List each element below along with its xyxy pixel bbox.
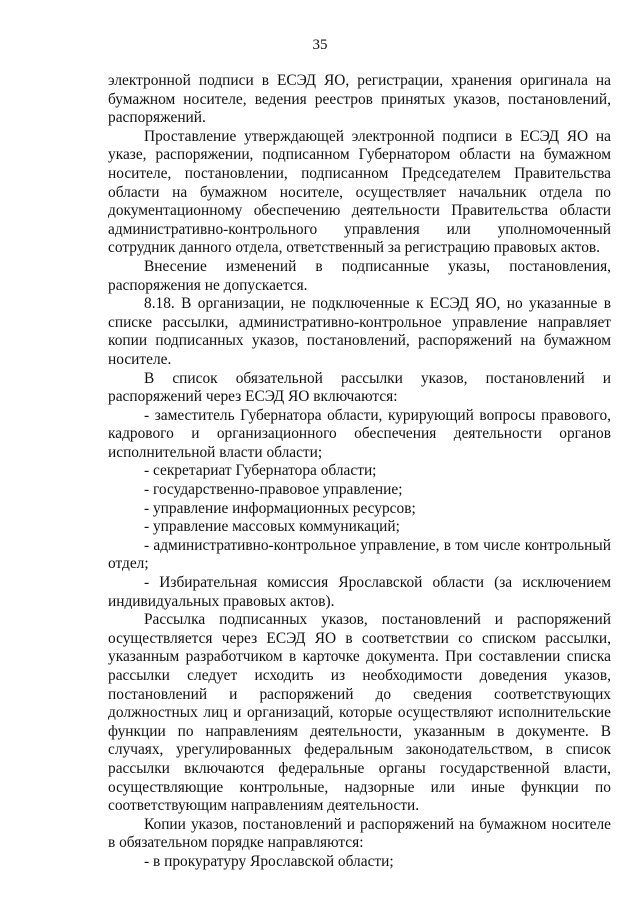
document-body: [108, 72, 611, 872]
paragraph-continuation: электронной подписи в ЕСЭД ЯО, регистрации, хранения оригинала на бумажном носителе, ведения реестров принятых указов, постановлений, распоряжений.: [108, 72, 611, 127]
paragraph-distribution: Рассылка подписанных указов, постановлений и распоряжений осуществляется через ЕСЭД ЯО в соответствии со списком рассылки, указанным разработчиком в карточке документа. При составлении списка рассылки следует исходить из необходимости доведения указов, постановлений и распоряжений до сведения соответствующих должностных лиц и организаций, которые осуществляют исполнительские функции по направлениям деятельности, указанным в документе. В случаях, урегулированных федеральным законодательством, в список рассылки включаются федеральные органы государственной власти, осуществляющие контрольные, надзорные или иные функции по соответствующим направлениям деятельности.: [108, 611, 611, 815]
paragraph-8-18: 8.18. В организации, не подключенные к ЕСЭД ЯО, но указанные в списке рассылки, административно-контрольное управление направляет копии подписанных указов, постановлений, распоряжений на бумажном носителе.: [108, 295, 611, 368]
list-item: - управление информационных ресурсов;: [144, 499, 416, 517]
list-item: - заместитель Губернатора области, курирующий вопросы правового, кадрового и организационного обеспечения деятельности органов исполнительной власти области;: [108, 406, 611, 461]
paragraph-mandatory-list-intro: В список обязательной рассылки указов, постановлений и распоряжений через ЕСЭД ЯО включаются:: [108, 369, 611, 406]
list-item: - управление массовых коммуникаций;: [144, 518, 400, 536]
paragraph-no-changes: Внесение изменений в подписанные указы, постановления, распоряжения не допускается.: [108, 257, 611, 294]
paragraph-paper-copies-intro: Копии указов, постановлений и распоряжений на бумажном носителе в обязательном порядке направляются:: [108, 815, 611, 852]
list-item: - государственно-правовое управление;: [144, 481, 403, 499]
list-item: - Избирательная комиссия Ярославской области (за исключением индивидуальных правовых актов).: [108, 574, 611, 610]
page-number: 35: [312, 37, 328, 53]
list-item: - в прокуратуру Ярославской области;: [144, 852, 394, 870]
list-item: - секретариат Губернатора области;: [144, 462, 377, 480]
paragraph-signature-placement: Проставление утверждающей электронной подписи в ЕСЭД ЯО на указе, распоряжении, подписанном Губернатором области на бумажном носителе, постановлении, подписанном Председателем Правительства области на бумажном носителе, осуществляет начальник отдела по документационному обеспечению деятельности Правительства области административно-контрольного управления или уполномоченный сотрудник данного отдела, ответственный за регистрацию правовых актов.: [108, 127, 611, 257]
list-item: - административно-контрольное управление, в том числе контрольный отдел;: [108, 536, 611, 573]
